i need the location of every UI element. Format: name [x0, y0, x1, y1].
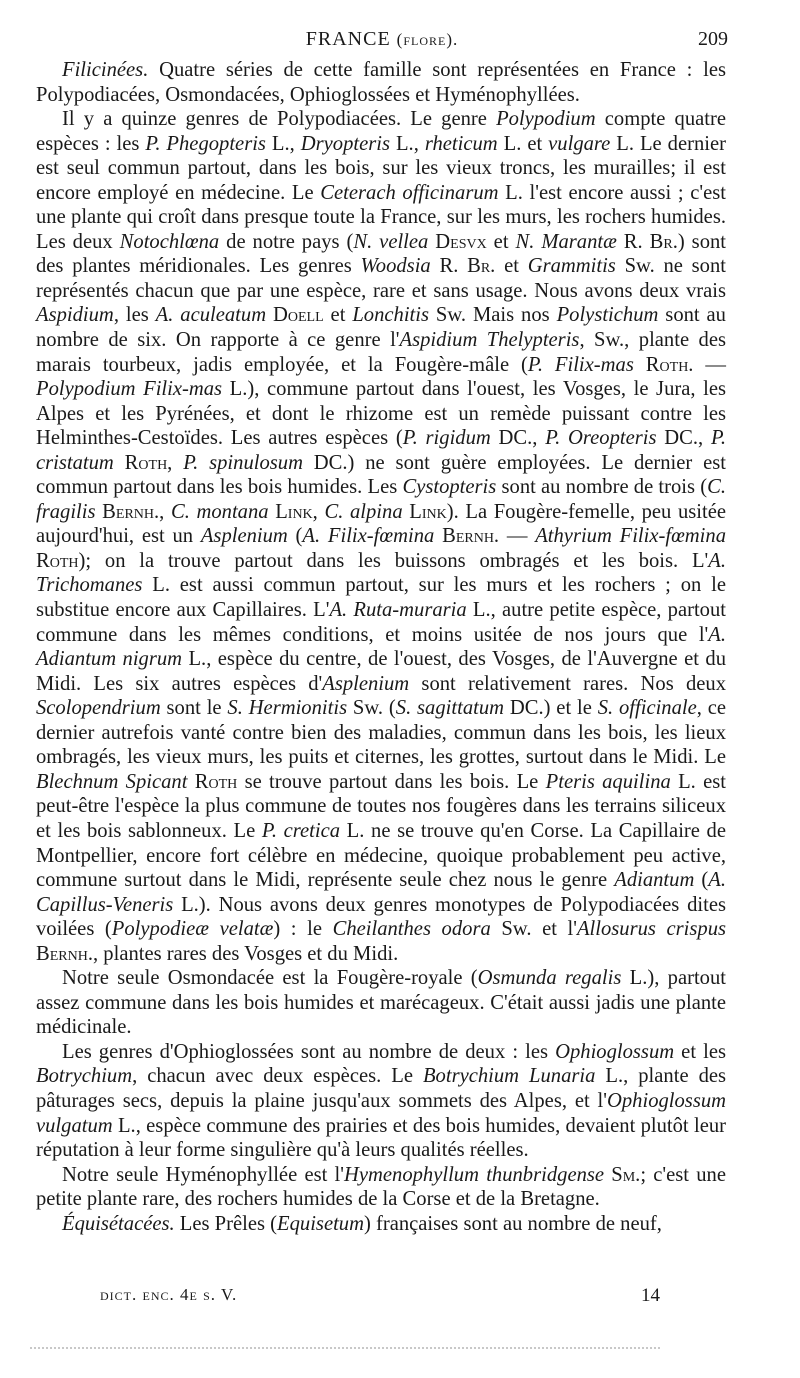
- body-text: [36, 58, 726, 1236]
- italic-text: S. officinale: [597, 697, 697, 720]
- text-run: ,: [312, 500, 325, 523]
- text-run: ); on la trouve partout dans les buissons ombragés et les bois. L': [78, 549, 709, 572]
- text-run: L.). Nous avons deux genres monotypes de Polypodiacées dites voilées (: [36, 893, 726, 941]
- paragraph: [36, 966, 726, 1040]
- italic-text: Notochlœna: [119, 230, 220, 253]
- paragraph: [36, 1163, 726, 1212]
- text-run: DC.,: [656, 427, 711, 450]
- italic-text: Polypodium Filix-mas: [36, 378, 223, 401]
- text-run: L.), partout assez commune dans les bois humides et marécageux. C'était aussi jadis une plante médicinale.: [36, 967, 726, 1039]
- page-number: 209: [698, 28, 728, 50]
- italic-text: Equisetum: [277, 1212, 364, 1235]
- text-run: —: [499, 525, 536, 548]
- running-title-main: FRANCE: [305, 28, 397, 50]
- italic-text: S. sagittatum: [395, 697, 505, 720]
- text-run: L. ne se trouve qu'en Corse. La Capillaire de Montpellier, encore fort célèbre en médecine, quoique probablement peu active, commune surtout dans le Midi, représente seule chez nous le genre: [36, 819, 726, 892]
- text-run: (: [287, 525, 303, 548]
- text-run: compte quatre espèces : les: [36, 108, 726, 155]
- text-run: DC.) et le: [504, 697, 598, 720]
- italic-text: P. Oreopteris: [545, 427, 657, 450]
- author-abbreviation: Bernh.: [102, 500, 160, 523]
- italic-text: Cystopteris: [402, 476, 497, 499]
- italic-text: Filicinées.: [62, 59, 149, 81]
- text-run: [634, 354, 646, 376]
- text-run: ) françaises sont au nombre de neuf,: [363, 1212, 662, 1235]
- italic-text: P. Filix-mas: [527, 353, 634, 376]
- italic-text: S. Hermionitis: [227, 697, 348, 720]
- text-run: —: [693, 353, 727, 376]
- italic-text: Dryopteris: [300, 132, 390, 155]
- italic-text: C. montana: [170, 500, 269, 523]
- text-run: ) sont des plantes méridionales. Les genres: [36, 230, 727, 278]
- text-run: Les genres d'Ophioglossées sont au nombre de deux : les: [62, 1040, 556, 1063]
- text-run: sont relativement rares. Nos deux: [409, 672, 726, 695]
- italic-text: A. Capillus-Veneris: [36, 869, 726, 916]
- author-abbreviation: Roth.: [645, 353, 694, 376]
- italic-text: Polypodieæ velatæ: [111, 918, 274, 941]
- italic-text: A. Ruta-muraria: [329, 599, 467, 622]
- italic-text: Grammitis: [527, 255, 616, 278]
- text-run: , plantes rares des Vosges et du Midi.: [93, 942, 399, 965]
- text-run: Il y a quinze genres de Polypodiacées. Le genre: [62, 108, 497, 131]
- italic-text: Osmunda regalis: [477, 967, 622, 990]
- text-run: Notre seule Osmondacée est la Fougère-royale (: [62, 967, 478, 990]
- italic-text: A. aculeatum: [155, 304, 267, 327]
- italic-text: Pteris aquilina: [545, 770, 671, 793]
- text-run: [172, 452, 183, 474]
- author-abbreviation: Roth,: [124, 451, 173, 474]
- italic-text: P. cretica: [261, 819, 341, 842]
- text-run: DC.,: [490, 427, 546, 450]
- italic-text: A. Filix-fœmina: [302, 525, 435, 548]
- italic-text: Hymenophyllum thunbridgense: [344, 1163, 605, 1186]
- text-run: Notre seule Hyménophyllée est l': [62, 1163, 344, 1186]
- italic-text: Botrychium: [36, 1065, 133, 1088]
- text-run: Sw. (: [347, 697, 396, 720]
- text-run: , chacun avec deux espèces. Le: [132, 1065, 423, 1088]
- text-run: Quatre séries de cette famille sont représentées en France : les Polypodiacées, Osmondacées, Ophioglossées et Hyménophyllées.: [36, 59, 726, 106]
- text-run: sont au nombre de trois (: [496, 476, 708, 499]
- text-run: L. Le dernier est seul commun partout, dans les bois, sur les vieux troncs, les murailles; il est encore employé en médecine. Le: [36, 132, 726, 204]
- running-head: [36, 28, 728, 58]
- italic-text: Ceterach officinarum: [320, 181, 499, 204]
- text-run: [187, 771, 194, 793]
- text-run: DC.) ne sont guère employées. Le dernier est commun partout dans les bois humides. Les: [36, 451, 726, 499]
- italic-text: Scolopendrium: [36, 697, 161, 720]
- italic-text: C. alpina: [324, 500, 403, 523]
- author-abbreviation: Link: [409, 500, 447, 523]
- printer-signature: dict. enc. 4e s. V.: [100, 1285, 238, 1304]
- text-run: [266, 304, 273, 326]
- text-run: et les: [674, 1040, 726, 1063]
- text-run: [114, 452, 125, 474]
- italic-text: Équisétacées.: [62, 1212, 175, 1235]
- author-abbreviation: Br.: [467, 255, 496, 278]
- running-title: [36, 28, 728, 51]
- text-run: Les Prêles (: [174, 1212, 278, 1235]
- paragraph: [36, 107, 726, 966]
- text-run: L.,: [390, 132, 425, 155]
- text-run: sont le: [160, 697, 228, 720]
- text-run: , ce dernier autrefois vanté contre bien des maladies, commun dans les bois, les lieux ombragés, les vieux murs, les puits et citernes, les grottes, surtout dans le Midi. Le: [36, 697, 727, 769]
- text-run: L. et: [497, 132, 549, 155]
- italic-text: N. Marantæ: [515, 230, 617, 253]
- italic-text: Polypodium: [496, 108, 596, 131]
- italic-text: C. fragilis: [36, 476, 726, 523]
- text-run: et: [495, 255, 528, 278]
- text-run: Sw. ne sont représentés chacun que par une espèce, rare et sans usage. Nous avons deux vrais: [36, 255, 726, 302]
- italic-text: Ophioglossum vulgatum: [36, 1089, 726, 1137]
- text-run: L. l'est encore aussi ; c'est une plante qui croît dans presque toute la France, sur les murs, les rochers humides. Les deux: [36, 181, 726, 253]
- text-run: (: [694, 869, 709, 892]
- text-run: L., espèce commune des prairies et des bois humides, devaient plutôt leur réputation à leur forme singulière qu'à leurs qualités réelles.: [36, 1114, 726, 1162]
- text-run: R.: [616, 230, 650, 253]
- text-run: , Sw., plante des marais tourbeux, jadis employée, et la Fougère-mâle (: [36, 329, 726, 376]
- italic-text: Ophioglossum: [555, 1040, 675, 1063]
- text-run: L., plante des pâturages secs, depuis la plaine jusqu'aux sommets des Alpes, et l': [36, 1065, 727, 1112]
- italic-text: Aspidium Thelypteris: [399, 329, 580, 352]
- text-run: L.,: [265, 132, 301, 155]
- author-abbreviation: Sm.: [611, 1163, 641, 1186]
- italic-text: Aspidium: [36, 304, 114, 327]
- text-run: et: [323, 304, 353, 327]
- italic-text: Asplenium: [322, 672, 410, 695]
- text-run: de notre pays (: [219, 230, 354, 253]
- text-run: Sw. Mais nos: [429, 304, 557, 327]
- italic-text: P. cristatum: [36, 427, 727, 474]
- text-run: R.: [430, 255, 468, 278]
- text-run: L., autre petite espèce, partout commune dans les mêmes conditions, et moins usitée de nos jours que l': [36, 599, 726, 646]
- page-footer: [100, 1285, 660, 1315]
- running-title-subject: (flore).: [396, 30, 459, 49]
- italic-text: Adiantum: [614, 869, 695, 892]
- show-through-line: [30, 1347, 660, 1352]
- text-run: ; c'est une petite plante rare, des rochers humides de la Corse et de la Bretagne.: [36, 1163, 726, 1211]
- text-run: Sw. et l': [490, 918, 577, 941]
- author-abbreviation: Bernh.: [36, 942, 93, 965]
- italic-text: A. Adiantum nigrum: [36, 623, 726, 671]
- text-run: L. est peut-être l'espèce la plus commune de toutes nos fougères dans les terrains siliceux et les bois sablonneux. Le: [36, 770, 727, 842]
- italic-text: P. Phegopteris: [145, 132, 266, 155]
- sheet-number: 14: [641, 1285, 660, 1306]
- author-abbreviation: Br.: [649, 230, 678, 253]
- paragraph: [36, 58, 726, 107]
- italic-text: Blechnum Spicant: [36, 770, 188, 793]
- text-run: ,: [159, 500, 171, 523]
- text-run: se trouve partout dans les bois. Le: [237, 770, 546, 793]
- text-run: [434, 525, 442, 547]
- italic-text: Polystichum: [556, 304, 659, 327]
- italic-text: Asplenium: [200, 525, 288, 548]
- italic-text: N. vellea: [353, 230, 429, 253]
- text-run: , les: [113, 304, 156, 327]
- author-abbreviation: Desvx: [435, 230, 487, 253]
- italic-text: Athyrium Filix-fœmina: [535, 525, 726, 548]
- italic-text: vulgare: [548, 132, 611, 155]
- text-run: et: [486, 230, 516, 253]
- text-run: L., espèce du centre, de l'ouest, des Vosges, de l'Auvergne et du Midi. Les six autres espèces d': [36, 648, 726, 695]
- author-abbreviation: Roth: [194, 770, 238, 793]
- italic-text: Lonchitis: [352, 304, 429, 327]
- italic-text: rheticum: [424, 132, 498, 155]
- text-run: sont au nombre de six. On rapporte à ce genre l': [36, 304, 726, 352]
- author-abbreviation: Bernh.: [442, 525, 500, 548]
- text-run: L.), commune partout dans l'ouest, les Vosges, le Jura, les Alpes et les Pyrénées, et dont le rhizome est un remède puissant contre les Helminthes-Cestoïdes. Les autres espèces (: [36, 378, 726, 450]
- author-abbreviation: Roth: [36, 549, 79, 572]
- italic-text: Cheilanthes odora: [332, 918, 491, 941]
- italic-text: P. rigidum: [402, 427, 491, 450]
- text-run: ) : le: [273, 918, 333, 941]
- italic-text: Woodsia: [360, 255, 431, 278]
- author-abbreviation: Doell: [273, 304, 324, 327]
- italic-text: A. Trichomanes: [36, 549, 726, 597]
- italic-text: P. spinulosum: [183, 451, 303, 474]
- text-run: L. est aussi commun partout, sur les murs et les rochers ; on le substitue encore aux Capillaires. L': [36, 574, 726, 622]
- italic-text: Botrychium Lunaria: [422, 1065, 596, 1088]
- paragraph: [36, 1040, 726, 1163]
- paragraph: [36, 1212, 726, 1237]
- italic-text: Allosurus crispus: [576, 918, 727, 941]
- author-abbreviation: Link: [275, 500, 313, 523]
- text-run: ). La Fougère-femelle, peu usitée aujourd'hui, est un: [36, 500, 727, 548]
